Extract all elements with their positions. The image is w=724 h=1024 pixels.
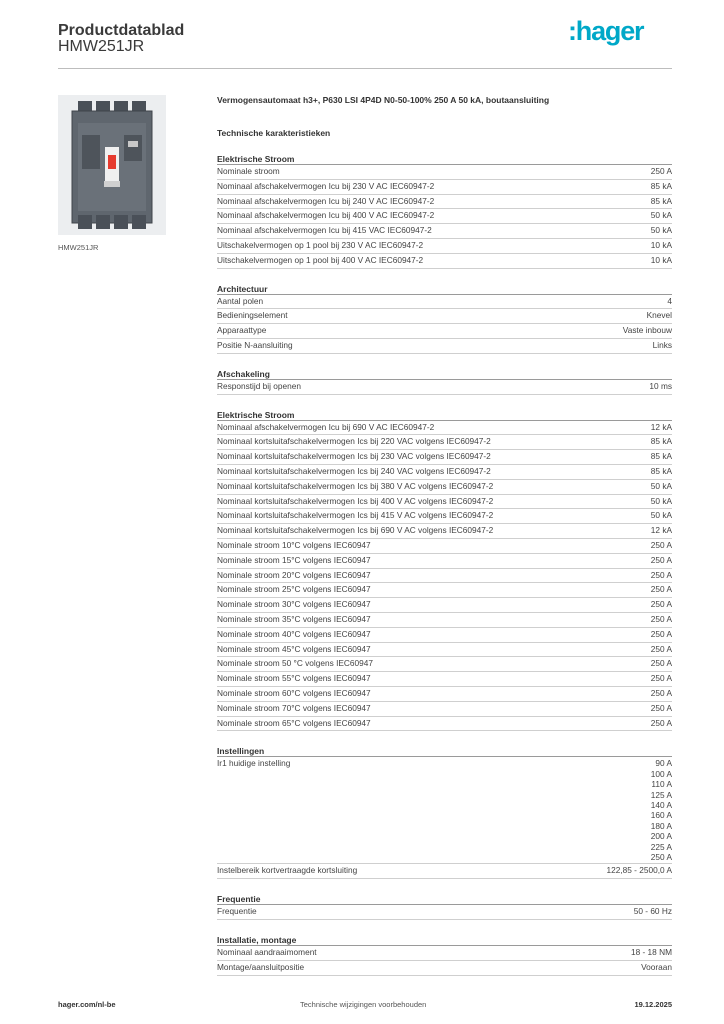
spec-content (217, 94, 672, 976)
spec-group (217, 153, 672, 269)
spec-value: 250 A (650, 569, 672, 580)
spec-row (217, 539, 672, 554)
spec-value: 225 A (650, 841, 672, 852)
spec-row (217, 495, 672, 510)
spec-label: Frequentie (217, 906, 257, 917)
spec-label: Nominale stroom 25°C volgens IEC60947 (217, 584, 371, 595)
spec-value: 50 kA (650, 210, 672, 221)
footer-website: hager.com/nl-be (58, 1000, 116, 1009)
spec-row (217, 339, 672, 354)
spec-value: 100 A (650, 768, 672, 779)
spec-row (217, 672, 672, 687)
spec-value: Knevel (646, 310, 672, 321)
spec-group-title: Elektrische Stroom (217, 409, 672, 421)
spec-label: Montage/aansluitpositie (217, 961, 305, 972)
spec-label: Nominaal kortsluitafschakelvermogen Ics bij 240 VAC volgens IEC60947-2 (217, 465, 491, 476)
spec-label: Nominaal kortsluitafschakelvermogen Ics bij 400 V AC volgens IEC60947-2 (217, 495, 494, 506)
spec-row (217, 613, 672, 628)
spec-row (217, 309, 672, 324)
spec-value: 85 kA (650, 195, 672, 206)
spec-row (217, 295, 672, 310)
spec-value: 250 A (650, 613, 672, 624)
spec-label: Instelbereik kortvertraagde kortsluiting (217, 865, 358, 876)
spec-row (217, 195, 672, 210)
spec-row (217, 946, 672, 961)
spec-value: 200 A (650, 831, 672, 842)
spec-value: 50 - 60 Hz (633, 906, 672, 917)
spec-row (217, 435, 672, 450)
spec-label: Nominaal afschakelvermogen Icu bij 240 V AC IEC60947-2 (217, 195, 435, 206)
spec-value: 85 kA (650, 436, 672, 447)
spec-value: 50 kA (650, 495, 672, 506)
spec-label: Nominaal aandraaimoment (217, 946, 317, 957)
spec-label: Ir1 huidige instelling (217, 758, 291, 769)
spec-value: 250 A (650, 851, 672, 862)
spec-row (217, 687, 672, 702)
spec-value: 250 A (650, 717, 672, 728)
spec-label: Nominale stroom 15°C volgens IEC60947 (217, 554, 371, 565)
spec-group (217, 283, 672, 354)
spec-label: Nominaal afschakelvermogen Icu bij 690 V AC IEC60947-2 (217, 421, 435, 432)
spec-value: 250 A (650, 687, 672, 698)
spec-label: Nominale stroom 50 °C volgens IEC60947 (217, 658, 373, 669)
spec-row (217, 165, 672, 180)
spec-label: Nominale stroom 45°C volgens IEC60947 (217, 643, 371, 654)
spec-label: Nominaal kortsluitafschakelvermogen Ics bij 415 V AC volgens IEC60947-2 (217, 510, 494, 521)
spec-value: 85 kA (650, 451, 672, 462)
spec-label: Nominale stroom 55°C volgens IEC60947 (217, 673, 371, 684)
spec-row (217, 628, 672, 643)
spec-label: Nominale stroom 70°C volgens IEC60947 (217, 702, 371, 713)
hager-logo: :hager (568, 16, 644, 46)
product-code: HMW251JR (58, 38, 145, 55)
spec-group-title: Instellingen (217, 745, 672, 757)
spec-value: 50 kA (650, 510, 672, 521)
spec-label: Positie N-aansluiting (217, 339, 293, 350)
spec-group-title: Frequentie (217, 893, 672, 905)
spec-value: 10 ms (649, 380, 672, 391)
page-title: Productdatablad (58, 22, 185, 39)
spec-row (217, 254, 672, 269)
spec-row (217, 239, 672, 254)
header-divider (58, 68, 672, 69)
spec-value: 160 A (650, 810, 672, 821)
spec-label: Nominale stroom 40°C volgens IEC60947 (217, 628, 371, 639)
spec-value: 4 (667, 295, 672, 306)
spec-value: 50 kA (650, 480, 672, 491)
spec-label: Nominaal afschakelvermogen Icu bij 230 V AC IEC60947-2 (217, 180, 435, 191)
spec-value: 110 A (651, 779, 672, 790)
spec-value: Vooraan (641, 961, 672, 972)
spec-value: 250 A (650, 166, 672, 176)
spec-row (217, 583, 672, 598)
spec-row (217, 224, 672, 239)
spec-label: Apparaattype (217, 325, 267, 336)
spec-value: 250 A (650, 584, 672, 595)
spec-row (217, 209, 672, 224)
spec-label: Nominale stroom 35°C volgens IEC60947 (217, 613, 371, 624)
spec-value: 250 A (650, 702, 672, 713)
spec-row (217, 524, 672, 539)
spec-value: 85 kA (650, 180, 672, 191)
spec-value: 250 A (650, 658, 672, 669)
spec-label: Nominaal kortsluitafschakelvermogen Ics bij 230 VAC volgens IEC60947-2 (217, 451, 491, 462)
footer-date: 19.12.2025 (634, 1000, 672, 1009)
spec-label: Nominale stroom 60°C volgens IEC60947 (217, 687, 371, 698)
spec-group-title: Afschakeling (217, 368, 672, 380)
product-image-caption: HMW251JR (58, 243, 99, 252)
spec-value: 250 A (650, 554, 672, 565)
spec-label: Nominale stroom 20°C volgens IEC60947 (217, 569, 371, 580)
spec-value: 250 A (650, 643, 672, 654)
product-description: Vermogensautomaat h3+, P630 LSI 4P4D N0-50-100% 250 A 50 kA, boutaansluiting (217, 95, 550, 105)
spec-label: Nominale stroom 30°C volgens IEC60947 (217, 599, 371, 610)
spec-groups (217, 153, 672, 976)
spec-row (217, 180, 672, 195)
spec-label: Nominaal kortsluitafschakelvermogen Ics bij 220 VAC volgens IEC60947-2 (217, 436, 491, 447)
spec-row (217, 569, 672, 584)
spec-label: Bedieningselement (217, 310, 288, 321)
footer-notice: Technische wijzigingen voorbehouden (300, 1000, 427, 1009)
spec-row (217, 324, 672, 339)
spec-label: Uitschakelvermogen op 1 pool bij 400 V AC IEC60947-2 (217, 254, 424, 265)
spec-group (217, 745, 672, 879)
spec-group (217, 934, 672, 976)
spec-row (217, 480, 672, 495)
spec-row (217, 961, 672, 976)
spec-value: 180 A (650, 820, 672, 831)
tech-section-title: Technische karakteristieken (217, 128, 331, 138)
spec-label: Nominaal afschakelvermogen Icu bij 415 VAC IEC60947-2 (217, 225, 432, 236)
spec-value: Vaste inbouw (622, 325, 672, 336)
spec-group (217, 368, 672, 395)
spec-label: Nominale stroom (217, 166, 280, 176)
spec-value: 18 - 18 NM (630, 946, 672, 957)
spec-group-title: Elektrische Stroom (217, 153, 672, 165)
spec-row (217, 509, 672, 524)
spec-label: Nominaal afschakelvermogen Icu bij 400 V AC IEC60947-2 (217, 210, 435, 221)
spec-label: Uitschakelvermogen op 1 pool bij 230 V AC IEC60947-2 (217, 239, 424, 250)
spec-value: 85 kA (650, 465, 672, 476)
spec-row (217, 757, 672, 864)
spec-group-title: Architectuur (217, 283, 672, 295)
spec-value: 250 A (650, 628, 672, 639)
spec-value: 122,85 - 2500,0 A (606, 865, 672, 876)
spec-label: Responstijd bij openen (217, 380, 301, 391)
spec-value: 50 kA (650, 225, 672, 236)
spec-row (217, 598, 672, 613)
spec-group-title: Installatie, montage (217, 934, 672, 946)
spec-label: Nominaal kortsluitafschakelvermogen Ics bij 690 V AC volgens IEC60947-2 (217, 525, 494, 536)
spec-label: Nominale stroom 65°C volgens IEC60947 (217, 717, 371, 728)
spec-group (217, 409, 672, 732)
spec-value: 140 A (650, 799, 672, 810)
spec-value: 10 kA (650, 239, 672, 250)
spec-label: Nominaal kortsluitafschakelvermogen Ics bij 380 V AC volgens IEC60947-2 (217, 480, 494, 491)
spec-value: 250 A (650, 599, 672, 610)
circuit-breaker-illustration (58, 95, 166, 235)
spec-value: 10 kA (650, 254, 672, 265)
spec-value-list (651, 757, 672, 863)
spec-row (217, 905, 672, 920)
spec-value: 125 A (650, 789, 672, 800)
spec-label: Aantal polen (217, 295, 264, 306)
spec-row (217, 702, 672, 717)
spec-value: 12 kA (650, 525, 672, 536)
spec-row (217, 657, 672, 672)
spec-value: 90 A (655, 758, 672, 769)
spec-row (217, 450, 672, 465)
spec-value: 250 A (650, 673, 672, 684)
spec-row (217, 864, 672, 879)
spec-value: 250 A (650, 539, 672, 550)
spec-value: 12 kA (650, 421, 672, 432)
spec-group (217, 893, 672, 920)
spec-row (217, 465, 672, 480)
spec-row (217, 421, 672, 436)
product-image (58, 95, 166, 235)
spec-row (217, 717, 672, 732)
spec-value: Links (652, 339, 672, 350)
spec-label: Nominale stroom 10°C volgens IEC60947 (217, 539, 371, 550)
spec-row (217, 380, 672, 395)
spec-row (217, 643, 672, 658)
spec-row (217, 554, 672, 569)
